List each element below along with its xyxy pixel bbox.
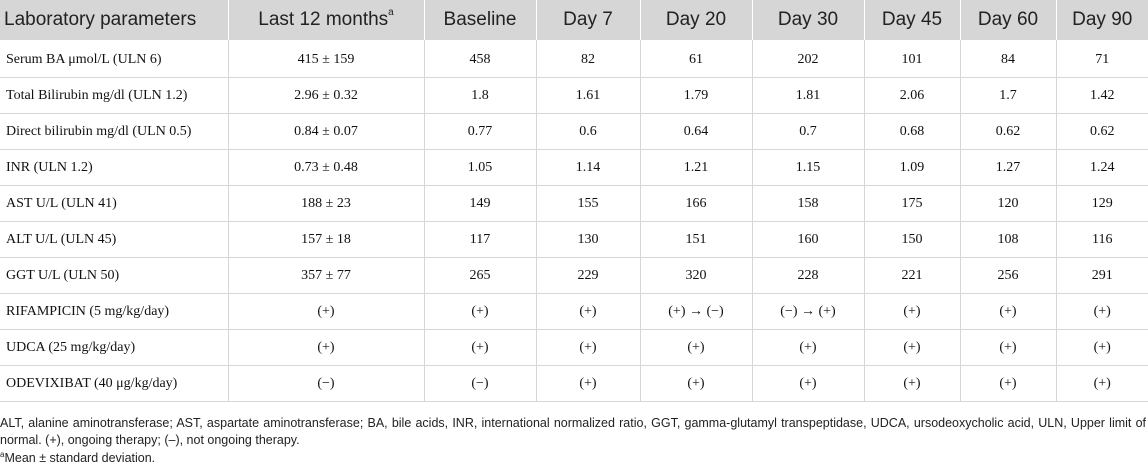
table-row [0, 40, 1148, 78]
table-header-row [0, 0, 1148, 40]
value-cell: 0.64 [640, 114, 752, 150]
header-last-12-months: Last 12 months$^a$ [228, 0, 424, 40]
value-cell: 61 [640, 40, 752, 78]
value-cell: 221 [864, 258, 960, 294]
value-cell: (+) [864, 294, 960, 330]
value-cell: 0.84 ± 0.07 [228, 114, 424, 150]
parameter-name-cell: ALT U/L (ULN 45) [0, 222, 228, 258]
value-cell: (+) [752, 330, 864, 366]
value-cell: (+) [752, 366, 864, 402]
value-cell: 265 [424, 258, 536, 294]
table-row [0, 366, 1148, 402]
value-cell: (+) [960, 294, 1056, 330]
value-cell: 0.73 ± 0.48 [228, 150, 424, 186]
value-cell: 1.27 [960, 150, 1056, 186]
value-cell: 150 [864, 222, 960, 258]
value-cell: 415 ± 159 [228, 40, 424, 78]
value-cell: 320 [640, 258, 752, 294]
header-day-20: Day 20 [640, 0, 752, 40]
value-cell: 116 [1056, 222, 1148, 258]
value-cell: 202 [752, 40, 864, 78]
value-cell: (+) [424, 294, 536, 330]
value-cell: 1.24 [1056, 150, 1148, 186]
value-cell: 108 [960, 222, 1056, 258]
value-cell: 155 [536, 186, 640, 222]
value-cell: 158 [752, 186, 864, 222]
value-cell: 1.14 [536, 150, 640, 186]
value-cell: (+) [1056, 366, 1148, 402]
header-baseline: Baseline [424, 0, 536, 40]
value-cell: 117 [424, 222, 536, 258]
header-day-90: Day 90 [1056, 0, 1148, 40]
value-cell: 84 [960, 40, 1056, 78]
value-cell: 2.06 [864, 78, 960, 114]
value-cell: 0.68 [864, 114, 960, 150]
parameter-name-cell: Serum BA μmol/L (ULN 6) [0, 40, 228, 78]
value-cell: 1.8 [424, 78, 536, 114]
table-row [0, 186, 1148, 222]
value-cell: 357 ± 77 [228, 258, 424, 294]
value-cell: (+) [1056, 294, 1148, 330]
footnote-a-marker: a [0, 450, 5, 459]
parameter-name-cell: AST U/L (ULN 41) [0, 186, 228, 222]
value-cell: (+) [536, 330, 640, 366]
parameter-name-cell: Direct bilirubin mg/dl (ULN 0.5) [0, 114, 228, 150]
value-cell: 71 [1056, 40, 1148, 78]
value-cell: (+) [228, 294, 424, 330]
table-row [0, 150, 1148, 186]
table-row [0, 330, 1148, 366]
value-cell: 160 [752, 222, 864, 258]
value-cell: (+) [1056, 330, 1148, 366]
value-cell: (+) [640, 330, 752, 366]
value-cell: 1.42 [1056, 78, 1148, 114]
value-cell: 229 [536, 258, 640, 294]
value-cell: 157 ± 18 [228, 222, 424, 258]
header-day-60: Day 60 [960, 0, 1056, 40]
value-cell: 188 ± 23 [228, 186, 424, 222]
value-cell: (+) [424, 330, 536, 366]
value-cell: 1.79 [640, 78, 752, 114]
table-footnote: ALT, alanine aminotransferase; AST, aspartate aminotransferase; BA, bile acids, INR, international normalized ratio, GGT, gamma-glutamyl transpeptidase, UDCA, ursodeoxycholic acid, ULN, Upper limit of normal. (+), ongoing therapy; (–), not ongoing therapy. [0, 416, 1146, 447]
value-cell: 166 [640, 186, 752, 222]
parameter-name-cell: ODEVIXIBAT (40 μg/kg/day) [0, 366, 228, 402]
value-cell: 1.15 [752, 150, 864, 186]
value-cell: (−) [424, 366, 536, 402]
table-row [0, 258, 1148, 294]
value-cell: (+) [228, 330, 424, 366]
value-cell: 1.61 [536, 78, 640, 114]
value-cell: 0.62 [960, 114, 1056, 150]
value-cell: 129 [1056, 186, 1148, 222]
table-body [0, 40, 1148, 402]
value-cell: (+) [640, 366, 752, 402]
header-day-45: Day 45 [864, 0, 960, 40]
value-cell: 149 [424, 186, 536, 222]
value-cell: 0.6 [536, 114, 640, 150]
header-day-7: Day 7 [536, 0, 640, 40]
value-cell: 2.96 ± 0.32 [228, 78, 424, 114]
value-cell: 82 [536, 40, 640, 78]
parameter-name-cell: INR (ULN 1.2) [0, 150, 228, 186]
value-cell: (+) → (−) [640, 294, 752, 330]
footnote-a-text: Mean ± standard deviation. [4, 451, 156, 466]
value-cell: 458 [424, 40, 536, 78]
value-cell: 256 [960, 258, 1056, 294]
table-row [0, 114, 1148, 150]
value-cell: (+) [536, 366, 640, 402]
parameter-name-cell: Total Bilirubin mg/dl (ULN 1.2) [0, 78, 228, 114]
value-cell: 120 [960, 186, 1056, 222]
value-cell: 0.77 [424, 114, 536, 150]
value-cell: (+) [536, 294, 640, 330]
table-row [0, 222, 1148, 258]
value-cell: 291 [1056, 258, 1148, 294]
parameter-name-cell: UDCA (25 mg/kg/day) [0, 330, 228, 366]
parameter-name-cell: GGT U/L (ULN 50) [0, 258, 228, 294]
value-cell: (−) → (+) [752, 294, 864, 330]
value-cell: 0.7 [752, 114, 864, 150]
table-row [0, 294, 1148, 330]
value-cell: 228 [752, 258, 864, 294]
value-cell: 130 [536, 222, 640, 258]
value-cell: 1.7 [960, 78, 1056, 114]
value-cell: (+) [864, 330, 960, 366]
table-row [0, 78, 1148, 114]
value-cell: 175 [864, 186, 960, 222]
table-footnote-a [0, 450, 155, 465]
value-cell: 1.05 [424, 150, 536, 186]
header-laboratory-parameters: Laboratory parameters [0, 0, 228, 40]
value-cell: (+) [960, 366, 1056, 402]
parameter-name-cell: RIFAMPICIN (5 mg/kg/day) [0, 294, 228, 330]
footnote-marker: a [388, 6, 394, 18]
value-cell: 1.21 [640, 150, 752, 186]
header-day-30: Day 30 [752, 0, 864, 40]
value-cell: 1.81 [752, 78, 864, 114]
value-cell: 0.62 [1056, 114, 1148, 150]
value-cell: (+) [864, 366, 960, 402]
value-cell: 151 [640, 222, 752, 258]
value-cell: (+) [960, 330, 1056, 366]
value-cell: 1.09 [864, 150, 960, 186]
value-cell: (−) [228, 366, 424, 402]
value-cell: 101 [864, 40, 960, 78]
